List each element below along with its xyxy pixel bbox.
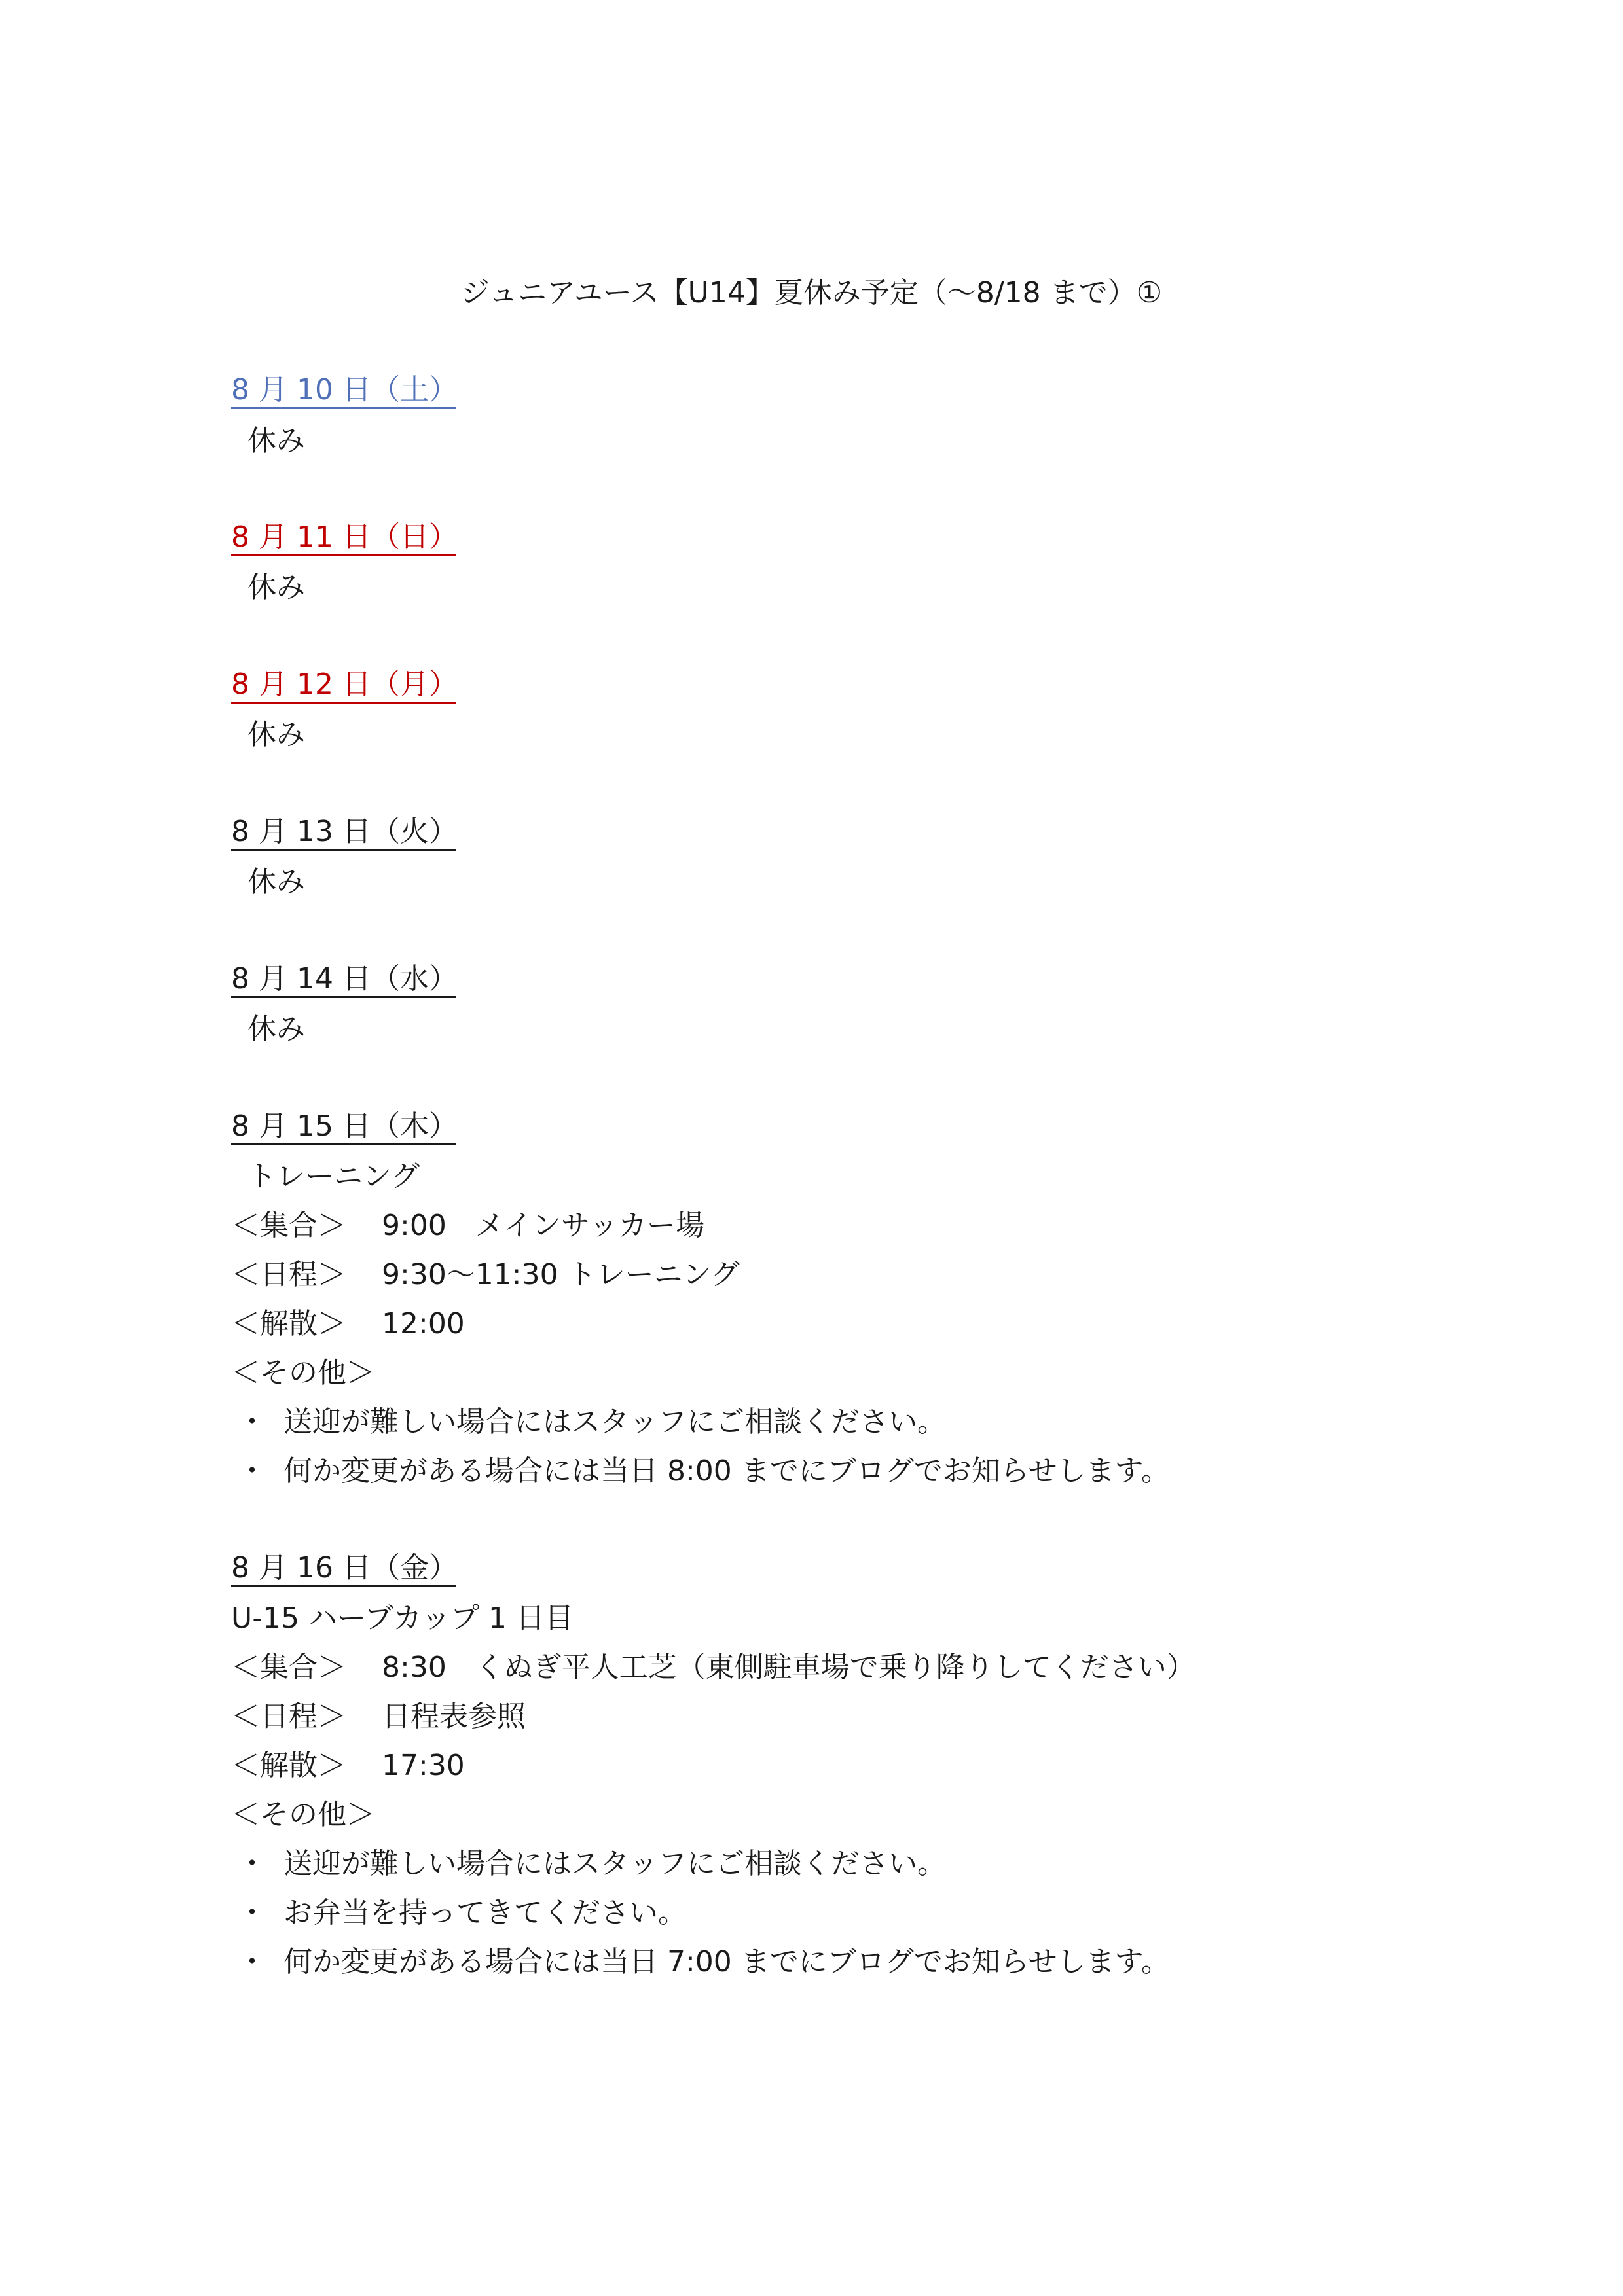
bullet-mark: ・ (238, 1405, 266, 1439)
note-text: 送迎が難しい場合にはスタッフにご相談ください。 (283, 1847, 946, 1880)
other-label: ＜その他＞ (231, 1798, 375, 1831)
date-heading-aug15: 8 月 15 日（木） (231, 1109, 456, 1145)
bullet-mark: ・ (238, 1847, 266, 1880)
dismiss-label: ＜解散＞ (231, 1749, 346, 1782)
date-heading-aug12: 8 月 12 日（月） (231, 668, 456, 704)
date-heading-aug13: 8 月 13 日（火） (231, 815, 456, 851)
note-item (231, 1844, 946, 1884)
meet-row (231, 1648, 1195, 1687)
event-name: トレーニング (247, 1160, 420, 1193)
note-text: お弁当を持ってきてください。 (283, 1896, 687, 1929)
meet-value: 8:30 くぬぎ平人工芝（東側駐車場で乗り降りしてください） (382, 1651, 1195, 1684)
note-item (231, 1452, 1170, 1491)
day-note: 休み (247, 424, 305, 457)
schedule-label: ＜日程＞ (231, 1700, 346, 1733)
date-heading-aug11: 8 月 11 日（日） (231, 520, 456, 556)
day-note: 休み (247, 571, 305, 604)
schedule-label: ＜日程＞ (231, 1258, 346, 1291)
bullet-mark: ・ (238, 1896, 266, 1929)
note-text: 何か変更がある場合には当日 7:00 までにブログでお知らせします。 (283, 1945, 1170, 1979)
note-item (231, 1893, 687, 1933)
day-note: 休み (247, 1013, 305, 1046)
note-item (231, 1403, 946, 1442)
meet-label: ＜集合＞ (231, 1209, 346, 1242)
dismiss-value: 17:30 (382, 1749, 465, 1782)
note-text: 何か変更がある場合には当日 8:00 までにブログでお知らせします。 (283, 1454, 1170, 1488)
dismiss-row (231, 1746, 465, 1785)
other-label: ＜その他＞ (231, 1356, 375, 1390)
date-heading-aug14: 8 月 14 日（水） (231, 962, 456, 998)
schedule-value: 9:30〜11:30 トレーニング (382, 1258, 740, 1291)
bullet-mark: ・ (238, 1454, 266, 1488)
schedule-row (231, 1255, 740, 1295)
date-heading-aug10: 8 月 10 日（土） (231, 373, 456, 409)
note-item (231, 1943, 1170, 1982)
schedule-row (231, 1697, 526, 1736)
page-title: ジュニアユース【U14】夏休み予定（〜8/18 まで）① (460, 276, 1163, 310)
meet-value: 9:00 メインサッカー場 (382, 1209, 705, 1242)
dismiss-row (231, 1304, 465, 1344)
bullet-mark: ・ (238, 1945, 266, 1979)
day-note: 休み (247, 865, 305, 899)
note-text: 送迎が難しい場合にはスタッフにご相談ください。 (283, 1405, 946, 1439)
dismiss-label: ＜解散＞ (231, 1307, 346, 1340)
schedule-value: 日程表参照 (382, 1700, 526, 1733)
date-heading-aug16: 8 月 16 日（金） (231, 1551, 456, 1587)
day-note: 休み (247, 718, 305, 751)
dismiss-value: 12:00 (382, 1307, 465, 1340)
meet-label: ＜集合＞ (231, 1651, 346, 1684)
event-name: U-15 ハーブカップ 1 日目 (231, 1602, 574, 1635)
meet-row (231, 1206, 704, 1246)
